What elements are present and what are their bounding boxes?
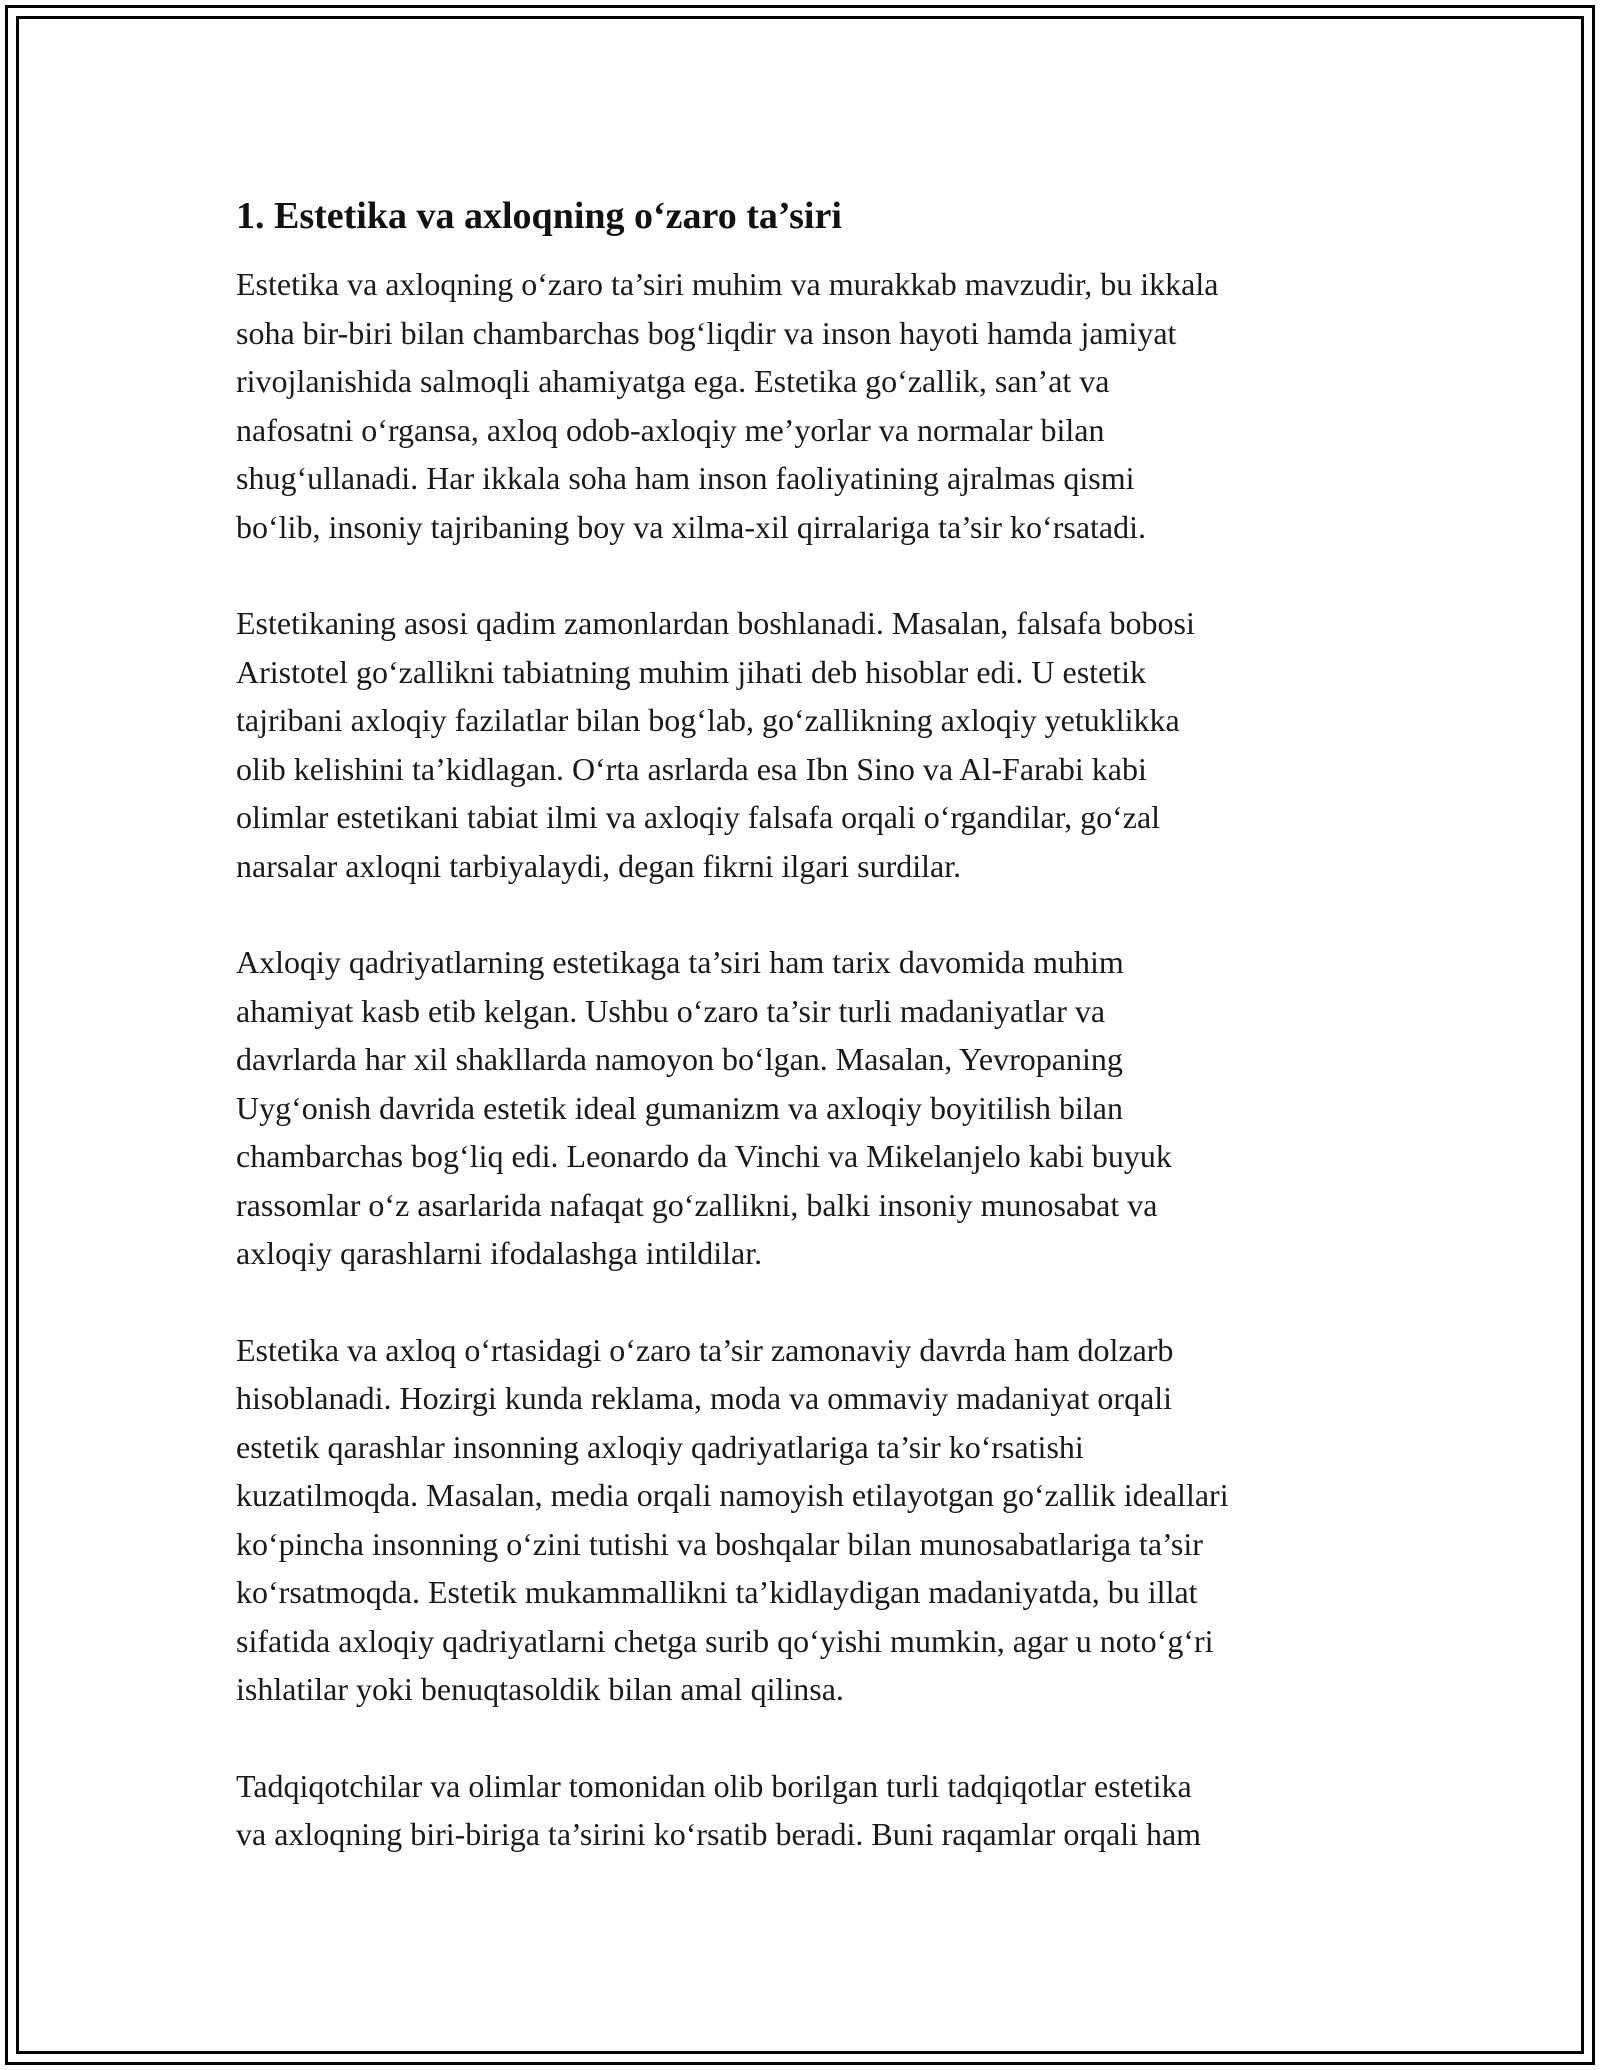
text-line: shug‘ullanadi. Har ikkala soha ham inson faoliyatining ajralmas qismi	[236, 460, 1135, 496]
text-line: axloqiy qarashlarni ifodalashga intildilar.	[236, 1235, 763, 1271]
text-line: ko‘rsatmoqda. Estetik mukammallikni ta’kidlaydigan madaniyatda, bu illat	[236, 1574, 1198, 1610]
text-line: Estetikaning asosi qadim zamonlardan boshlanadi. Masalan, falsafa bobosi	[236, 605, 1195, 641]
text-line: davrlarda har xil shakllarda namoyon bo‘lgan. Masalan, Yevropaning	[236, 1041, 1123, 1077]
text-line: hisoblanadi. Hozirgi kunda reklama, moda va ommaviy madaniyat orqali	[236, 1380, 1173, 1416]
text-line: narsalar axloqni tarbiyalaydi, degan fikrni ilgari surdilar.	[236, 847, 962, 884]
text-line: chambarchas bog‘liq edi. Leonardo da Vinchi va Mikelanjelo kabi buyuk	[236, 1138, 1172, 1174]
text-line: tajribani axloqiy fazilatlar bilan bog‘lab, go‘zallikning axloqiy yetuklikka	[236, 702, 1180, 738]
text-line: estetik qarashlar insonning axloqiy qadriyatlariga ta’sir ko‘rsatishi	[236, 1428, 1084, 1465]
text-line: sifatida axloqiy qadriyatlarni chetga surib qo‘yishi mumkin, agar u noto‘g‘ri	[236, 1622, 1214, 1659]
text-line: Estetika va axloq o‘rtasidagi o‘zaro ta’sir zamonaviy davrda ham dolzarb	[236, 1331, 1174, 1368]
text-line: rivojlanishida salmoqli ahamiyatga ega. Estetika go‘zallik, san’at va	[236, 363, 1110, 399]
text-line: Uyg‘onish davrida estetik ideal gumanizm va axloqiy boyitilish bilan	[236, 1089, 1123, 1126]
section-heading: 1. Estetika va axloqning o‘zaro ta’siri	[236, 195, 842, 237]
text-line: bo‘lib, insoniy tajribaning boy va xilma-xil qirralariga ta’sir ko‘rsatadi.	[236, 508, 1146, 545]
paragraph-1	[236, 260, 1376, 551]
text-line: soha bir-biri bilan chambarchas bog‘liqdir va inson hayoti hamda jamiyat	[236, 314, 1177, 351]
text-line: kuzatilmoqda. Masalan, media orqali namoyish etilayotgan go‘zallik ideallari	[236, 1477, 1229, 1513]
text-line: Tadqiqotchilar va olimlar tomonidan olib borilgan turli tadqiqotlar estetika	[236, 1767, 1192, 1804]
text-line: ahamiyat kasb etib kelgan. Ushbu o‘zaro ta’sir turli madaniyatlar va	[236, 992, 1106, 1029]
text-line: Axloqiy qadriyatlarning estetikaga ta’siri ham tarix davomida muhim	[236, 944, 1124, 980]
document-body	[236, 192, 1376, 1907]
text-line: va axloqning biri-biriga ta’sirini ko‘rsatib beradi. Buni raqamlar orqali ham	[236, 1816, 1202, 1852]
paragraph-5	[236, 1762, 1376, 1859]
text-line: olib kelishini ta’kidlagan. O‘rta asrlarda esa Ibn Sino va Al-Farabi kabi	[236, 750, 1147, 787]
paragraph-4	[236, 1326, 1376, 1714]
text-line: Aristotel go‘zallikni tabiatning muhim jihati deb hisoblar edi. U estetik	[236, 653, 1147, 690]
text-line: ko‘pincha insonning o‘zini tutishi va boshqalar bilan munosabatlariga ta’sir	[236, 1525, 1203, 1562]
text-line: nafosatni o‘rgansa, axloq odob-axloqiy me’yorlar va normalar bilan	[236, 411, 1105, 448]
text-line: rassomlar o‘z asarlarida nafaqat go‘zallikni, balki insoniy munosabat va	[236, 1186, 1158, 1223]
paragraph-2	[236, 599, 1376, 890]
text-line: ishlatilar yoki benuqtasoldik bilan amal qilinsa.	[236, 1671, 844, 1707]
paragraph-3	[236, 938, 1376, 1278]
text-line: Estetika va axloqning o‘zaro ta’siri muhim va murakkab mavzudir, bu ikkala	[236, 266, 1219, 302]
text-line: olimlar estetikani tabiat ilmi va axloqiy falsafa orqali o‘rgandilar, go‘zal	[236, 799, 1161, 835]
